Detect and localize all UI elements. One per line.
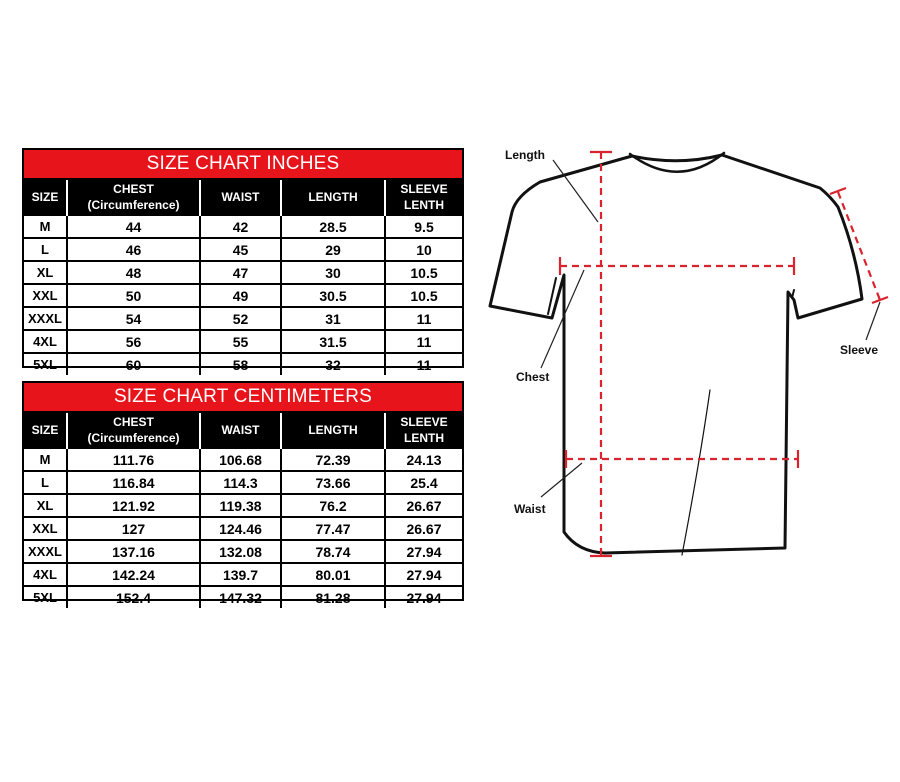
chest-cell: 127 [67,517,200,540]
length-label: Length [505,148,545,162]
header-chest-label: CHEST [113,182,154,196]
table-row [24,540,462,563]
size-cell: XXL [24,284,67,307]
chest-cell: 48 [67,261,200,284]
length-cell: 30.5 [281,284,385,307]
size-cell: M [24,448,67,471]
size-cell: XXL [24,517,67,540]
length-cell: 31.5 [281,330,385,353]
table-row [24,261,462,284]
chest-cell: 44 [67,215,200,238]
header-sleeve: SLEEVE LENTH [385,180,462,215]
chart-title: SIZE CHART CENTIMETERS [24,383,462,413]
waist-cell: 45 [200,238,281,261]
table-header-row [24,180,462,215]
sleeve-cell: 9.5 [385,215,462,238]
waist-cell: 47 [200,261,281,284]
waist-cell: 147.32 [200,586,281,608]
size-cell: 5XL [24,353,67,375]
size-chart-inches [22,148,464,373]
table-row [24,471,462,494]
chest-cell: 142.24 [67,563,200,586]
size-cell: XL [24,261,67,284]
header-length: LENGTH [281,180,385,215]
waist-cell: 106.68 [200,448,281,471]
chest-cell: 137.16 [67,540,200,563]
sleeve-cell: 24.13 [385,448,462,471]
length-cell: 73.66 [281,471,385,494]
chest-cell: 60 [67,353,200,375]
size-cell: XXXL [24,540,67,563]
length-cell: 76.2 [281,494,385,517]
sleeve-cell: 10 [385,238,462,261]
length-cell: 72.39 [281,448,385,471]
chest-cell: 50 [67,284,200,307]
waist-cell: 139.7 [200,563,281,586]
sleeve-cell: 11 [385,330,462,353]
size-cell: XL [24,494,67,517]
sleeve-cell: 26.67 [385,494,462,517]
length-cell: 32 [281,353,385,375]
chest-cell: 121.92 [67,494,200,517]
header-size: SIZE [24,413,67,448]
waist-cell: 55 [200,330,281,353]
size-cell: L [24,238,67,261]
table-row [24,215,462,238]
chest-cell: 111.76 [67,448,200,471]
sleeve-cell: 11 [385,353,462,375]
sleeve-label: Sleeve [840,343,879,357]
sleeve-cell: 10.5 [385,261,462,284]
sleeve-cell: 27.94 [385,540,462,563]
chest-cell: 152.4 [67,586,200,608]
header-chest-note: (Circumference) [87,431,180,445]
table-row [24,586,462,608]
size-cell: XXXL [24,307,67,330]
size-cell: L [24,471,67,494]
length-cell: 28.5 [281,215,385,238]
length-cell: 81.28 [281,586,385,608]
sleeve-cell: 10.5 [385,284,462,307]
length-cell: 31 [281,307,385,330]
waist-cell: 119.38 [200,494,281,517]
chest-cell: 46 [67,238,200,261]
chest-label: Chest [516,370,550,384]
waist-cell: 49 [200,284,281,307]
waist-cell: 52 [200,307,281,330]
table-header-row [24,413,462,448]
sleeve-cell: 26.67 [385,517,462,540]
waist-cell: 114.3 [200,471,281,494]
table-row [24,494,462,517]
table-body [24,448,462,608]
header-size: SIZE [24,180,67,215]
table-row [24,517,462,540]
chest-cell: 56 [67,330,200,353]
waist-cell: 58 [200,353,281,375]
header-chest [67,180,200,215]
size-table [24,413,462,608]
length-cell: 30 [281,261,385,284]
table-row [24,563,462,586]
header-chest [67,413,200,448]
size-cell: 4XL [24,563,67,586]
table-row [24,353,462,375]
length-cell: 77.47 [281,517,385,540]
header-chest-label: CHEST [113,415,154,429]
header-sleeve: SLEEVE LENTH [385,413,462,448]
sleeve-cell: 27.94 [385,563,462,586]
length-cell: 29 [281,238,385,261]
length-cell: 78.74 [281,540,385,563]
size-cell: 5XL [24,586,67,608]
table-row [24,448,462,471]
chest-cell: 116.84 [67,471,200,494]
sleeve-cell: 27.94 [385,586,462,608]
waist-cell: 132.08 [200,540,281,563]
header-waist: WAIST [200,180,281,215]
chest-cell: 54 [67,307,200,330]
measurement-lines [560,152,880,556]
sleeve-cell: 11 [385,307,462,330]
header-length: LENGTH [281,413,385,448]
size-cell: 4XL [24,330,67,353]
label-pointers [541,160,880,497]
tshirt-outline-icon [490,153,862,555]
table-row [24,330,462,353]
length-cell: 80.01 [281,563,385,586]
table-row [24,238,462,261]
waist-cell: 124.46 [200,517,281,540]
table-row [24,284,462,307]
header-waist: WAIST [200,413,281,448]
chart-title: SIZE CHART INCHES [24,150,462,180]
size-table [24,180,462,375]
table-row [24,307,462,330]
sleeve-cell: 25.4 [385,471,462,494]
table-body [24,215,462,375]
size-chart-centimeters [22,381,464,606]
waist-cell: 42 [200,215,281,238]
header-chest-note: (Circumference) [87,198,180,212]
size-cell: M [24,215,67,238]
waist-label: Waist [514,502,546,516]
